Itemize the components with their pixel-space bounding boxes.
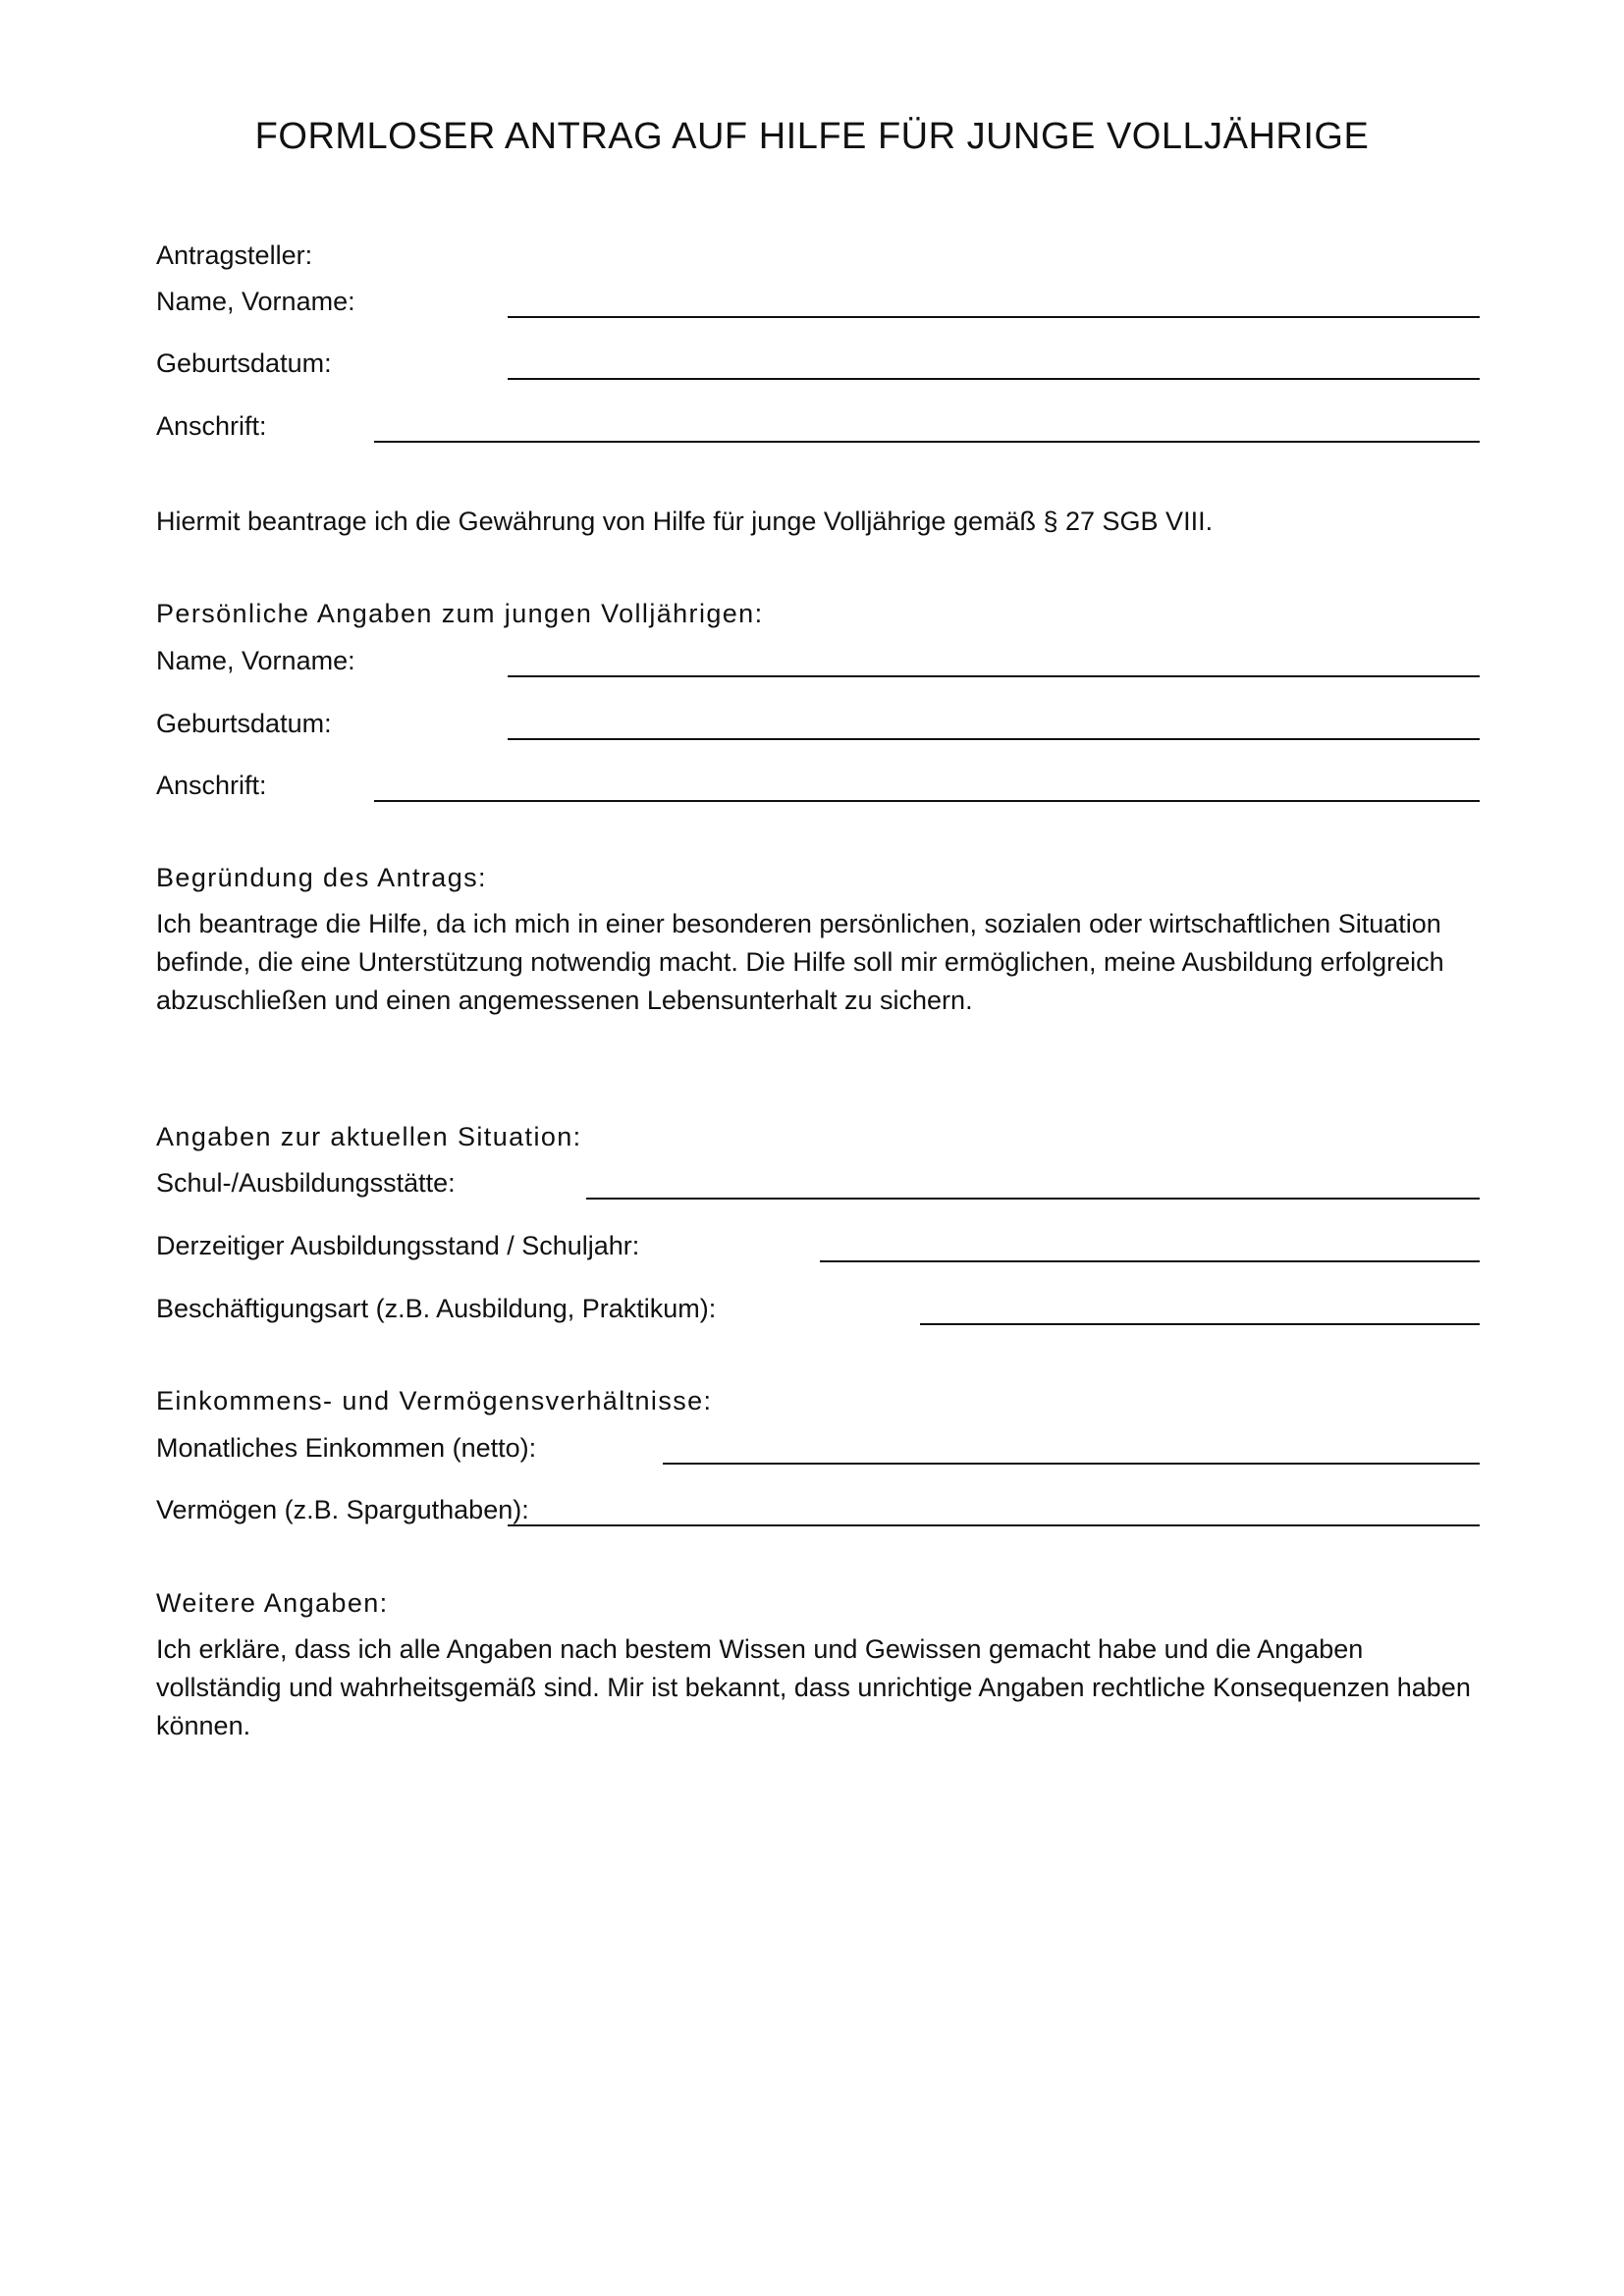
school-label: Schul-/Ausbildungsstätte: — [156, 1168, 456, 1198]
young-adult-birthdate-label: Geburtsdatum: — [156, 709, 332, 738]
employment-type-label: Beschäftigungsart (z.B. Ausbildung, Praktikum): — [156, 1294, 717, 1323]
justification-text: Ich beantrage die Hilfe, da ich mich in einer besonderen persönlichen, sozialen oder wirtschaftlichen Situation befinde, die eine Unterstützung notwendig macht. Die Hilfe soll mir ermöglichen, meine Ausbildung erfolgreich abzuschließen und einen angemessenen Lebensunterhalt zu sichern. — [156, 909, 1444, 1015]
further-info-heading: Weitere Angaben: — [156, 1588, 389, 1618]
applicant-name-label: Name, Vorname: — [156, 287, 355, 316]
young-adult-birthdate-field[interactable] — [508, 717, 1480, 740]
assets-label: Vermögen (z.B. Sparguthaben): — [156, 1495, 529, 1524]
applicant-birthdate-label: Geburtsdatum: — [156, 348, 332, 378]
page-title: FORMLOSER ANTRAG AUF HILFE FÜR JUNGE VOLLJÄHRIGE — [254, 116, 1370, 157]
education-level-field[interactable] — [820, 1239, 1480, 1262]
situation-heading: Angaben zur aktuellen Situation: — [156, 1122, 582, 1151]
education-level-label: Derzeitiger Ausbildungsstand / Schuljahr: — [156, 1231, 640, 1260]
employment-type-field[interactable] — [920, 1302, 1480, 1325]
applicant-address-field[interactable] — [374, 419, 1480, 443]
young-adult-name-label: Name, Vorname: — [156, 646, 355, 675]
income-field[interactable] — [663, 1441, 1480, 1465]
school-field[interactable] — [586, 1176, 1480, 1200]
further-info-text: Ich erkläre, dass ich alle Angaben nach bestem Wissen und Gewissen gemacht habe und die Angaben vollständig und wahrheitsgemäß sind. Mir ist bekannt, dass unrichtige Angaben rechtliche Konsequenzen haben können. — [156, 1634, 1471, 1740]
assets-field[interactable] — [508, 1503, 1480, 1526]
income-label: Monatliches Einkommen (netto): — [156, 1433, 537, 1463]
applicant-birthdate-field[interactable] — [508, 356, 1480, 380]
justification-heading: Begründung des Antrags: — [156, 863, 487, 892]
request-statement: Hiermit beantrage ich die Gewährung von Hilfe für junge Volljährige gemäß § 27 SGB VIII. — [156, 507, 1214, 536]
applicant-heading: Antragsteller: — [156, 240, 313, 270]
young-adult-name-field[interactable] — [508, 654, 1480, 677]
applicant-name-field[interactable] — [508, 294, 1480, 318]
finances-heading: Einkommens- und Vermögensverhältnisse: — [156, 1386, 713, 1415]
young-adult-heading: Persönliche Angaben zum jungen Volljährigen: — [156, 599, 764, 628]
young-adult-address-field[interactable] — [374, 778, 1480, 802]
applicant-address-label: Anschrift: — [156, 411, 267, 441]
young-adult-address-label: Anschrift: — [156, 771, 267, 800]
